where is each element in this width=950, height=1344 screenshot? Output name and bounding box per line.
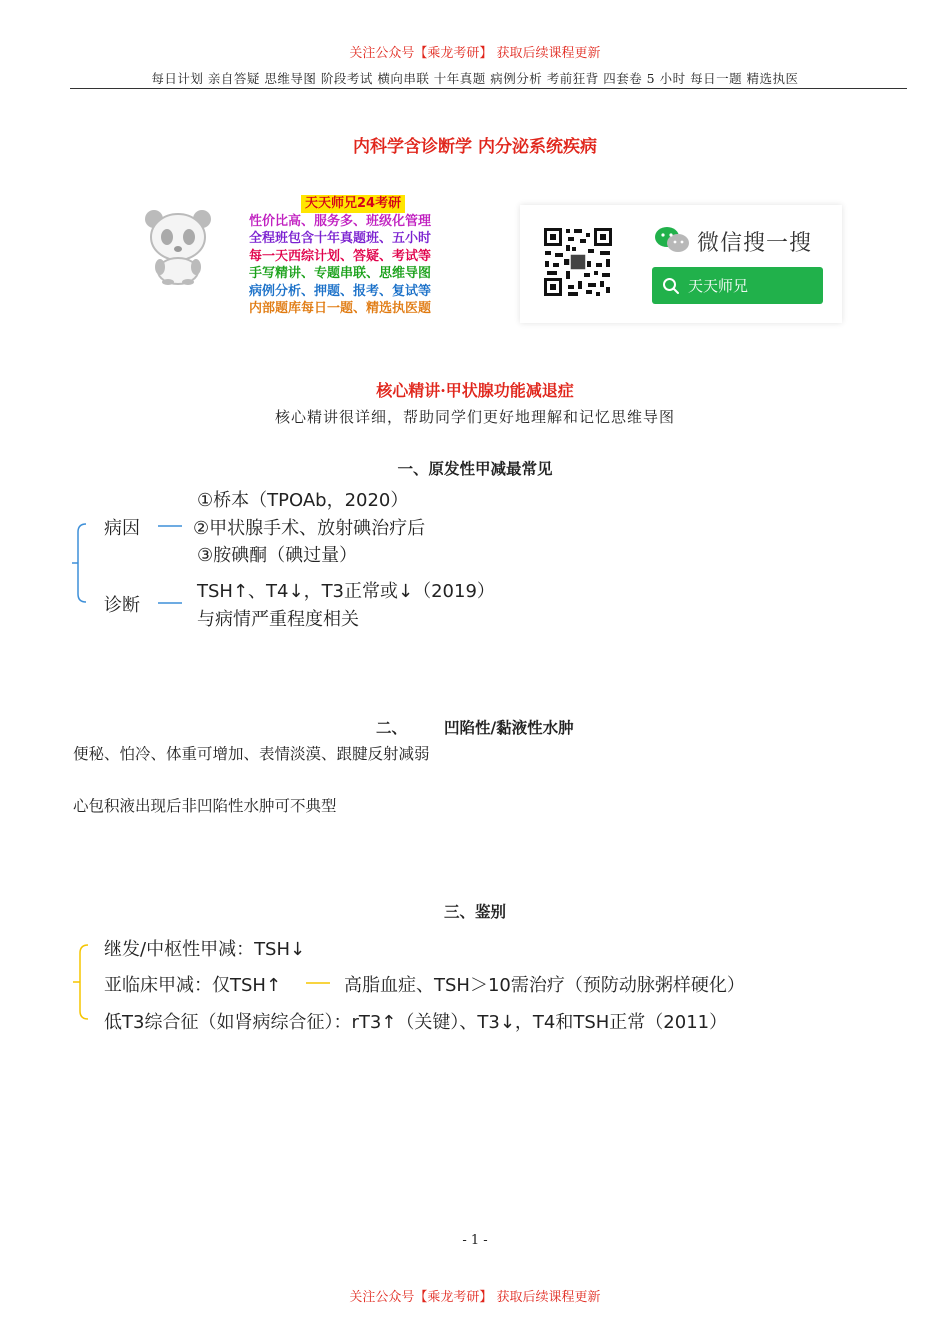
promo-line-0: 天天师兄24考研 <box>301 195 405 213</box>
promo-line-3: 每一天西综计划、答疑、考试等 <box>249 248 432 264</box>
part2-number: 二、 <box>376 718 408 737</box>
page-number: - 1 - <box>462 1233 488 1248</box>
cause-item: ③胺碘酮（碘过量） <box>197 545 358 566</box>
header-subline: 每日计划 亲自答疑 思维导图 阶段考试 横向串联 十年真题 病例分析 考前狂背 四套卷 5 小时 每日一题 精选执医 <box>151 71 799 86</box>
part2-line-2: 心包积液出现后非凹陷性水肿可不典型 <box>73 797 337 815</box>
cause-label: 病因 <box>104 518 140 539</box>
diagnosis-item: TSH↑、T4↓，T3正常或↓（2019） <box>197 581 495 602</box>
wechat-search-value: 天天师兄 <box>688 277 749 295</box>
cause-item: ②甲状腺手术、放射碘治疗后 <box>193 518 426 539</box>
part2-heading: 凹陷性/黏液性水肿 <box>444 718 574 737</box>
wechat-search-label: 微信搜一搜 <box>697 231 813 256</box>
part1-heading: 一、原发性甲减最常见 <box>397 459 553 478</box>
differential-item: 低T3综合征（如肾病综合征）：rT3↑（关键）、T3↓，T4和TSH正常（2011） <box>104 1012 728 1033</box>
footer-notice: 关注公众号【乘龙考研】 获取后续课程更新 <box>349 1290 601 1305</box>
header-notice: 关注公众号【乘龙考研】 获取后续课程更新 <box>349 46 601 61</box>
differential-item: 亚临床甲减：仅TSH↑ <box>104 975 282 996</box>
part2-line-1: 便秘、怕冷、体重可增加、表情淡漠、跟腱反射减弱 <box>73 745 430 763</box>
part3-heading: 三、鉴别 <box>443 902 506 921</box>
differential-item: 继发/中枢性甲减：TSH↓ <box>104 939 306 960</box>
subclinical-note: 高脂血症、TSH＞10需治疗（预防动脉粥样硬化） <box>344 975 745 996</box>
cause-item: ①桥本（TPOAb，2020） <box>197 490 409 511</box>
diagnosis-label: 诊断 <box>104 595 140 616</box>
promo-line-1: 性价比高、服务多、班级化管理 <box>249 213 432 229</box>
document-title: 内科学含诊断学 内分泌系统疾病 <box>353 137 597 157</box>
promo-line-5: 病例分析、押题、报考、复试等 <box>249 283 432 299</box>
section-description: 核心精讲很详细，帮助同学们更好地理解和记忆思维导图 <box>274 408 675 426</box>
section-title: 核心精讲·甲状腺功能减退症 <box>376 381 574 400</box>
promo-line-6: 内部题库每日一题、精选执医题 <box>249 301 432 316</box>
promo-line-4: 手写精讲、专题串联、思维导图 <box>249 266 432 281</box>
promo-line-2: 全程班包含十年真题班、五小时 <box>249 231 432 246</box>
diagnosis-item: 与病情严重程度相关 <box>197 609 359 630</box>
